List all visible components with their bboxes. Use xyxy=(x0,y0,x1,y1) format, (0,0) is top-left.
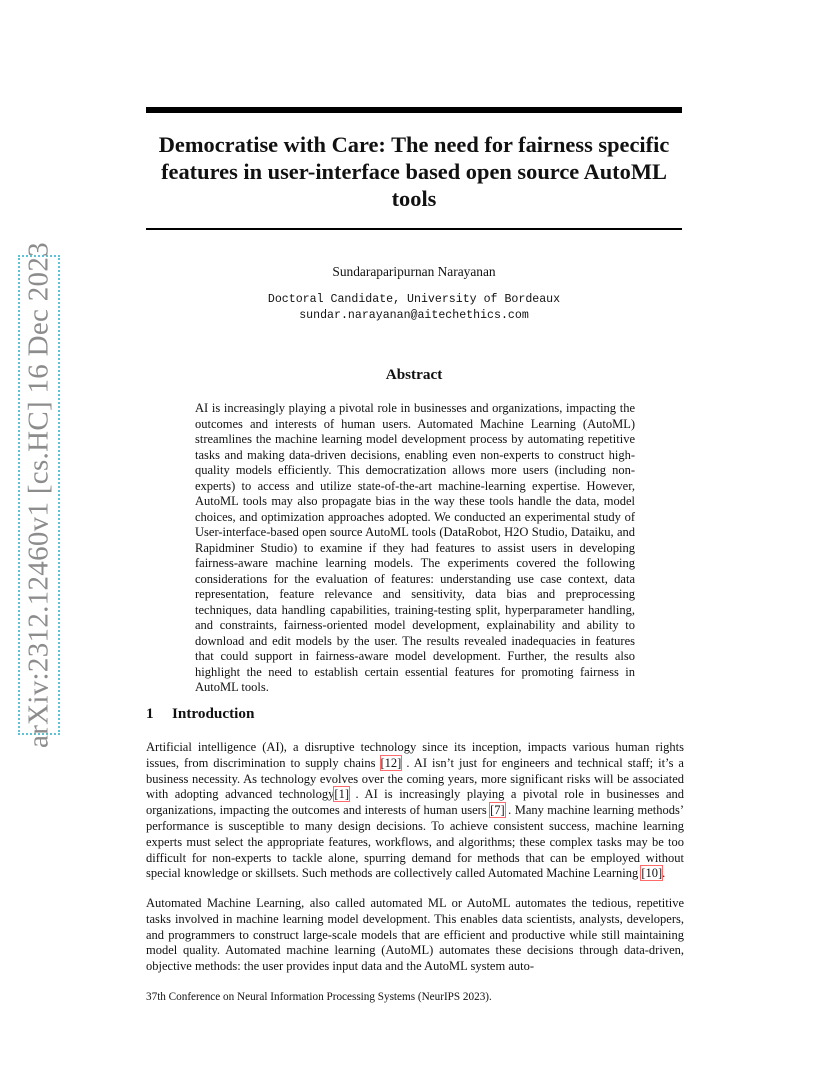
abstract-text: AI is increasingly playing a pivotal role in businesses and organizations, impacting the outcomes and interests of human users. Automated Machine Learning (AutoML) streamlines the machine learning model development process by automating repetitive tasks and making data-driven decisions, enabling even non-experts to construct high-quality models efficiently. This democratization allows more users (including non-experts) to access and utilize state-of-the-art machine-learning expertise. However, AutoML tools may also propagate bias in the way these tools handle the data, model choices, and optimization approaches adopted. We conducted an experimental study of User-interface-based open source AutoML tools (DataRobot, H2O Studio, Dataiku, and Rapidminer Studio) to examine if they had features to assist users in developing fairness-aware machine learning models. The experiments covered the following considerations for the evaluation of features: understanding use case context, data representation, feature relevance and sensitivity, data bias and preprocessing techniques, data handling capabilities, training-testing split, hyperparameter handling, and constraints, fairness-oriented model development, explainability and ability to download and edit models by the user. The results revealed inadequacies in features that could support in fairness-aware model development. Further, the results also highlight the need to establish certain essential features for promoting fairness in AutoML tools. xyxy=(195,401,635,694)
citation-7[interactable]: [7] xyxy=(490,803,505,818)
arxiv-identifier[interactable]: arXiv:2312.12460v1 [cs.HC] 16 Dec 2023 xyxy=(22,242,55,748)
citation-12[interactable]: [12] xyxy=(380,755,402,770)
section-heading xyxy=(146,705,254,723)
title-bottom-rule xyxy=(146,228,682,230)
author-name: Sundaraparipurnan Narayanan xyxy=(332,264,496,279)
intro-text-1: Artificial intelligence (AI), a disruptive technology since its inception, impacts various human rights issues, from discrimination to supply chains xyxy=(146,740,684,770)
intro-text-5: . xyxy=(662,866,666,881)
intro-paragraph-1 xyxy=(146,740,684,882)
author-email[interactable]: sundar.narayanan@aitechethics.com xyxy=(299,308,529,322)
intro-paragraph-2: Automated Machine Learning, also called automated ML or AutoML automates the tedious, repetitive tasks involved in machine learning model development. This enables data scientists, analysts, developers, and programmers to construct large-scale models that are efficient and productive while still maintaining model quality. Automated machine learning (AutoML) automates these decisions through data-driven, objective methods: the user provides input data and the AutoML system auto- xyxy=(146,896,684,974)
intro-text-2: . AI isn’t just for engineers and technical staff; it’s a business necessity. As technology evolves over the coming years, more significant risks will be associated with adopting advanced technology xyxy=(146,755,684,802)
conference-footnote: 37th Conference on Neural Information Processing Systems (NeurIPS 2023). xyxy=(146,991,492,1003)
title-top-rule xyxy=(146,107,682,113)
abstract-heading: Abstract xyxy=(385,366,443,383)
arxiv-sidebar-stamp[interactable] xyxy=(18,242,60,748)
section-number: 1 xyxy=(146,705,154,722)
intro-text-4: . Many machine learning methods’ performance is susceptible to many design decisions. To achieve consistent success, machine learning experts must select the appropriate features, workflows, and algorithms; these complex tasks may be too difficult for non-experts to tackle alone, spurring demand for methods that can be employed without special knowledge or skillsets. Such methods are collectively called Automated Machine Learning xyxy=(146,803,684,881)
section-title: Introduction xyxy=(172,705,255,722)
affiliation: Doctoral Candidate, University of Bordeaux xyxy=(267,293,561,306)
intro-text-3: . AI is increasingly playing a pivotal role in businesses and organizations, impacting the outcomes and interests of human users xyxy=(146,787,685,818)
citation-10[interactable]: [10] xyxy=(641,866,663,881)
paper-title: Democratise with Care: The need for fairness specific features in user-interface based open source AutoML tools xyxy=(158,132,670,211)
author-affiliation-block xyxy=(146,292,682,323)
citation-1[interactable]: [1] xyxy=(334,787,349,802)
